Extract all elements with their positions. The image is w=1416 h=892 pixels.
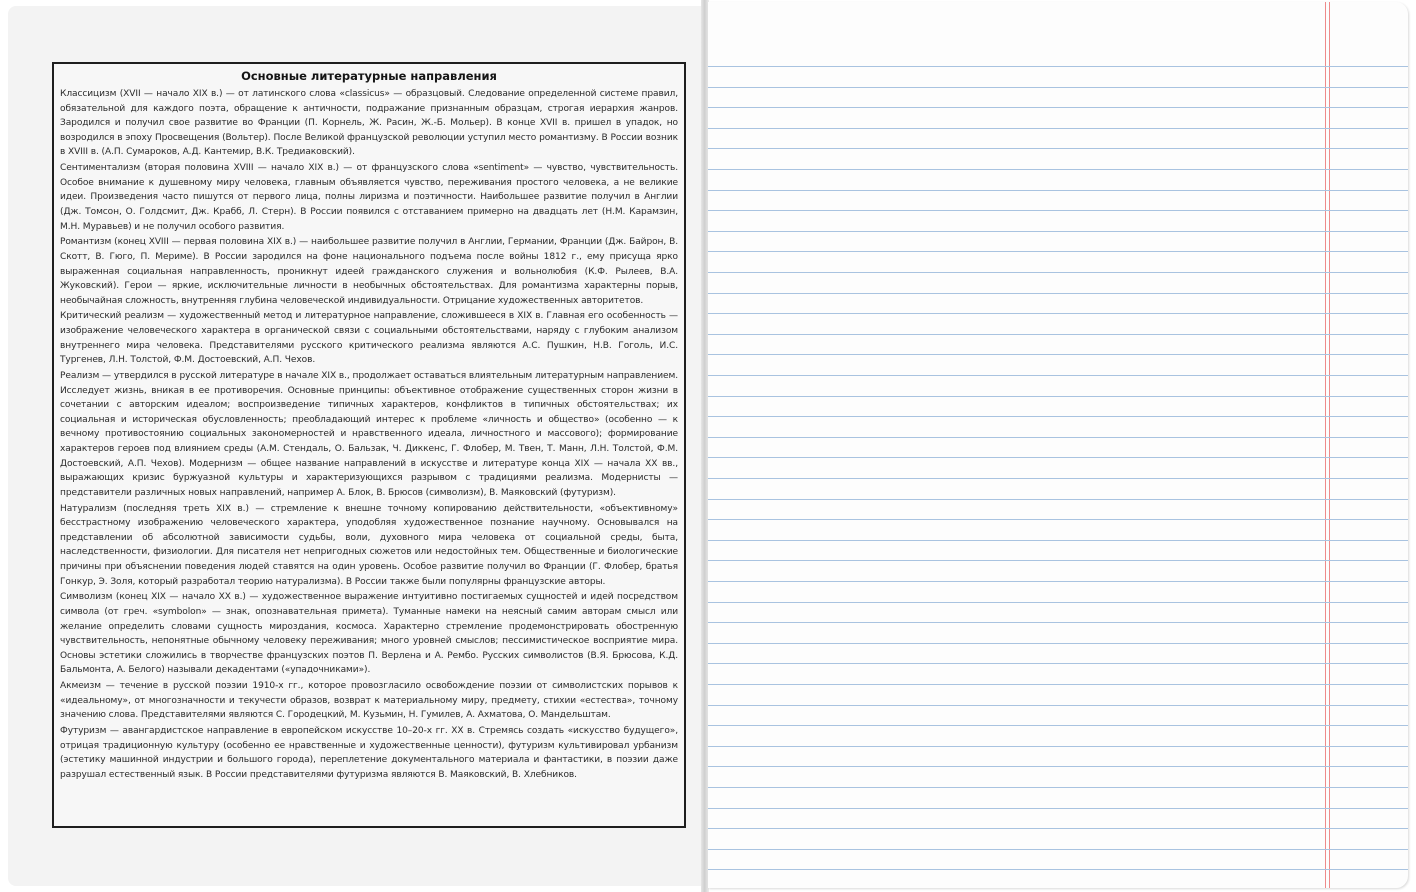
margin-line-right <box>1329 2 1330 888</box>
ruled-line <box>708 725 1408 726</box>
ruled-line <box>708 766 1408 767</box>
entry-acmeism: Акмеизм — течение в русской поэзии 1910-х гг., которое провозгласило освобождение поэзии от символистских порывов к «идеальному», от многозначности и текучести образов, возврат к материальному миру, предмету, стихии «естества», точному значению слова. Представителями являются С. Городецкий, М. Кузьмин, Н. Гумилев, А. Ахматова, О. Мандельштам. <box>60 681 678 721</box>
ruled-right-page <box>708 2 1408 888</box>
entry-romanticism: Романтизм (конец XVIII — первая половина XIX в.) — наибольшее развитие получил в Англии, Германии, Франции (Дж. Байрон, В. Скотт, В. Гюго, П. Мериме). В России зародился на фоне национального подъема после войны 1812 г., ему присуща ярко выраженная социальная направленность, проникнут идеей гражданского служения и вольнолюбия (К.Ф. Рылеев, В.А. Жуковский). Герои — яркие, исключительные личности в необычных обстоятельствах. Для романтизма характерны порыв, необычайная сложность, внутренняя глубина человеческой индивидуальности. Отрицание художественных авторитетов. <box>60 237 678 306</box>
ruled-line <box>708 190 1408 191</box>
ruled-line <box>708 622 1408 623</box>
ruled-line <box>708 148 1408 149</box>
ruled-line <box>708 663 1408 664</box>
ruled-line <box>708 437 1408 438</box>
ruled-line <box>708 705 1408 706</box>
ruled-line <box>708 66 1408 67</box>
ruled-line <box>708 643 1408 644</box>
entry-critical-realism: Критический реализм — художественный метод и литературное направление, сложившееся в XIX в. Главная его особенность — изображение человеческого характера в органической связи с социальными обстоятельствами, наряду с глубоким анализом внутреннего мира человека. Представителями русского критического реализма являются А.С. Пушкин, Н.В. Гоголь, И.С. Тургенев, Л.Н. Толстой, Ф.М. Достоевский, А.П. Чехов. <box>60 311 678 366</box>
ruled-line <box>708 334 1408 335</box>
entry-futurism: Футуризм — авангардистское направление в европейском искусстве 10–20-х гг. XX в. Стремясь создать «искусство будущего», отрицая традиционную культуру (особенно ее нравственные и художественные ценности), футуризм культивировал урбанизм (эстетику машинной индустрии и большого города), переплетение документального материала и фантастики, в поэзии даже разрушал естественный язык. В России представителями футуризма являются В. Маяковский, В. Хлебников. <box>60 726 678 780</box>
ruled-line <box>708 313 1408 314</box>
ruled-line <box>708 478 1408 479</box>
ruled-line <box>708 107 1408 108</box>
ruled-line <box>708 519 1408 520</box>
ruled-line <box>708 210 1408 211</box>
ruled-line <box>708 787 1408 788</box>
ruled-line <box>708 416 1408 417</box>
ruled-line <box>708 128 1408 129</box>
ruled-line <box>708 808 1408 809</box>
ruled-line <box>708 169 1408 170</box>
entry-sentimentalism: Сентиментализм (вторая половина XVIII — начало XIX в.) — от французского слова «sentiment» — чувство, чувствительность. Особое внимание к душевному миру человека, главным объявляется чувство, переживания простого человека, а не великие идеи. Произведения часто пишутся от первого лица, полны лиризма и поэтичности. Наибольшее развитие получил в Англии (Дж. Томсон, О. Голдсмит, Дж. Крабб, Л. Стерн). В России появился с отставанием примерно на двадцать лет (Н.М. Карамзин, М.Н. Муравьев) и не получил особого развития. <box>60 163 678 232</box>
ruled-line <box>708 869 1408 870</box>
ruled-line <box>708 231 1408 232</box>
ruled-line <box>708 251 1408 252</box>
entry-naturalism: Натурализм (последняя треть XIX в.) — стремление к внешне точному копированию действительности, «объективному» бесстрастному изображению человеческого характера, уподобляя художественное познание научному. Основывался на представлении об абсолютной зависимости судьбы, воли, духовного мира человека от социальной среды, быта, наследственности, физиологии. Для писателя нет непригодных сюжетов или недостойных тем. Общественные и биологические причины при объяснении поведения людей ставятся на один уровень. Особое развитие получил во Франции (Г. Флобер, братья Гонкур, Э. Золя, который разработал теорию натурализма). В России также были популярны французские авторы. <box>60 503 678 587</box>
ruled-line <box>708 849 1408 850</box>
entry-realism: Реализм — утвердился в русской литературе в начале XIX в., продолжает оставаться влиятельным литературным направлением. Исследует жизнь, вникая в ее противоречия. Основные принципы: объективное отображение существенных сторон жизни в сочетании с авторским идеалом; воспроизведение типичных характеров, конфликтов в типичных обстоятельствах; их социальная и историческая обусловленность; преобладающий интерес к проблеме «личность и общество» (особенно — к вечному противостоянию социальных закономерностей и нравственного идеала, личностного и массового); формирование характеров героев под влиянием среды (А.М. Стендаль, О. Бальзак, Ч. Диккенс, Г. Флобер, М. Твен, Т. Манн, Л.Н. Толстой, Ф.М. Достоевский, А.П. Чехов). Модернизм — общее название направлений в искусстве и литературе конца XIX — начала XX вв., выражающих кризис буржуазной культуры и характеризующихся разрывом с традициями реализма. Модернисты — представители различных новых направлений, например А. Блок, В. Брюсов (символизм), В. Маяковский (футуризм). <box>60 371 678 498</box>
ruled-line <box>708 746 1408 747</box>
ruled-line <box>708 581 1408 582</box>
ruled-line <box>708 457 1408 458</box>
entry-classicism: Классицизм (XVII — начало XIX в.) — от латинского слова «classicus» — образцовый. Следование определенной системе правил, обязательной для каждого поэта, обращение к античности, подражание признанным образцам, строгая иерархия жанров. Зародился и получил свое развитие во Франции (П. Корнель, Ж. Расин, Ж.-Б. Мольер). В конце XVII в. пришел в упадок, но возродился в эпоху Просвещения (Вольтер). После Великой французской революции уступил место романтизму. В России возник в XVIII в. (А.П. Сумароков, А.Д. Кантемир, В.К. Тредиаковский). <box>60 89 678 158</box>
ruled-line <box>708 293 1408 294</box>
entry-symbolism: Символизм (конец XIX — начало XX в.) — художественное выражение интуитивно постигаемых сущностей и идей посредством символа (от греч. «symbolon» — знак, опознавательная примета). Туманные намеки на неясный самим авторам смысл или желание определить словами сущность мироздания, космоса. Характерно стремление продемонстрировать обостренную чувствительность, непонятные обычному человеку переживания; много уровней смыслов; пессимистическое восприятие мира. Основы эстетики сложились в творчестве французских поэтов П. Верлена и А. Рембо. Русских символистов (В.Я. Брюсова, К.Д. Бальмонта, А. Белого) называли декадентами («упадочниками»). <box>60 592 678 676</box>
ruled-line <box>708 540 1408 541</box>
box-title: Основные литературные направления <box>241 69 497 83</box>
margin-line-left <box>1325 2 1326 888</box>
ruled-line <box>708 272 1408 273</box>
ruled-line <box>708 396 1408 397</box>
literary-movements-box <box>52 62 686 828</box>
ruled-line <box>708 354 1408 355</box>
ruled-line <box>708 499 1408 500</box>
ruled-line <box>708 87 1408 88</box>
ruled-line <box>708 684 1408 685</box>
ruled-line <box>708 828 1408 829</box>
ruled-line <box>708 602 1408 603</box>
ruled-line <box>708 560 1408 561</box>
ruled-line <box>708 375 1408 376</box>
